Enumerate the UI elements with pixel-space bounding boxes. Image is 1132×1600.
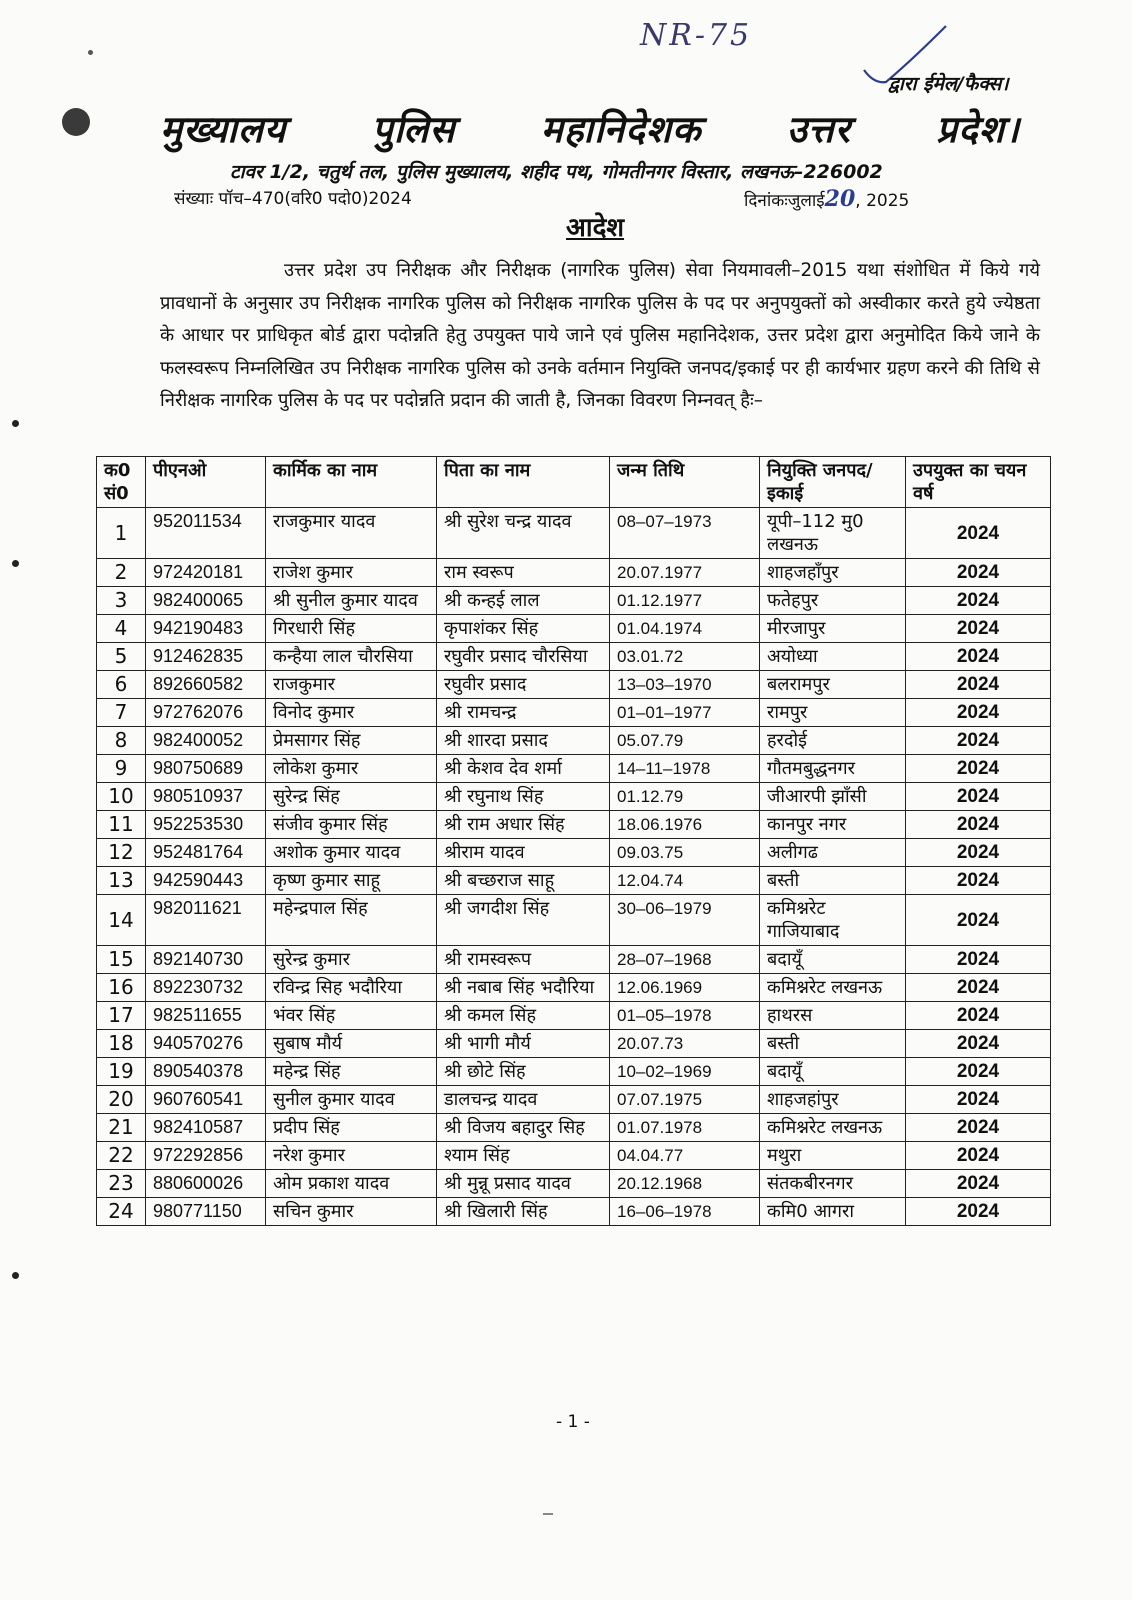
father-name-cell: श्री छोटे सिंह [437, 1058, 610, 1086]
dob-cell: 12.06.1969 [610, 974, 760, 1002]
dob-cell: 12.04.74 [610, 867, 760, 895]
pno-cell: 982511655 [146, 1002, 266, 1030]
serial-cell: 16 [97, 974, 146, 1002]
serial-cell: 11 [97, 811, 146, 839]
table-row [97, 1114, 1051, 1142]
name-cell: भंवर सिंह [266, 1002, 437, 1030]
handwritten-reference: NR-75 [640, 18, 753, 53]
selection-year-cell: 2024 [906, 1198, 1051, 1226]
name-cell: ओम प्रकाश यादव [266, 1170, 437, 1198]
table-row [97, 1170, 1051, 1198]
father-name-cell: रघुवीर प्रसाद [437, 671, 610, 699]
table-row [97, 811, 1051, 839]
table-row [97, 587, 1051, 615]
pno-cell: 980510937 [146, 783, 266, 811]
serial-cell: 14 [97, 895, 146, 946]
father-name-cell: श्री कन्हई लाल [437, 587, 610, 615]
posting-cell: अयोध्या [760, 643, 906, 671]
pno-cell: 942190483 [146, 615, 266, 643]
table-row [97, 1142, 1051, 1170]
pno-cell: 940570276 [146, 1030, 266, 1058]
name-cell: श्री सुनील कुमार यादव [266, 587, 437, 615]
serial-cell: 18 [97, 1030, 146, 1058]
selection-year-cell: 2024 [906, 811, 1051, 839]
col-header-pno: पीएनओ [146, 457, 266, 508]
serial-cell: 20 [97, 1086, 146, 1114]
selection-year-cell: 2024 [906, 839, 1051, 867]
posting-cell: हरदोई [760, 727, 906, 755]
table-row [97, 615, 1051, 643]
table-row [97, 1002, 1051, 1030]
serial-cell: 23 [97, 1170, 146, 1198]
posting-cell: कमिश्नरेट गाजियाबाद [760, 895, 906, 946]
name-cell: महेन्द्र सिंह [266, 1058, 437, 1086]
posting-cell: कमि0 आगरा [760, 1198, 906, 1226]
pno-cell: 892230732 [146, 974, 266, 1002]
posting-cell: हाथरस [760, 1002, 906, 1030]
dob-cell: 04.04.77 [610, 1142, 760, 1170]
dob-cell: 13–03–1970 [610, 671, 760, 699]
posting-cell: शाहजहाँपुर [760, 559, 906, 587]
selection-year-cell: 2024 [906, 974, 1051, 1002]
selection-year-cell: 2024 [906, 1030, 1051, 1058]
name-cell: गिरधारी सिंह [266, 615, 437, 643]
col-header-serial: क0 सं0 [97, 457, 146, 508]
name-cell: राजकुमार यादव [266, 508, 437, 559]
col-header-name: कार्मिक का नाम [266, 457, 437, 508]
name-cell: कन्हैया लाल चौरसिया [266, 643, 437, 671]
order-title: आदेश [566, 213, 625, 243]
pno-cell: 982011621 [146, 895, 266, 946]
selection-year-cell: 2024 [906, 508, 1051, 559]
posting-cell: शाहजहांपुर [760, 1086, 906, 1114]
posting-cell: कानपुर नगर [760, 811, 906, 839]
serial-cell: 12 [97, 839, 146, 867]
name-cell: कृष्ण कुमार साहू [266, 867, 437, 895]
posting-cell: मथुरा [760, 1142, 906, 1170]
father-name-cell: श्री केशव देव शर्मा [437, 755, 610, 783]
serial-cell: 22 [97, 1142, 146, 1170]
table-header-row [97, 457, 1051, 508]
col-header-posting: नियुक्ति जनपद/इकाई [760, 457, 906, 508]
posting-cell: बदायूँ [760, 1058, 906, 1086]
posting-cell: बलरामपुर [760, 671, 906, 699]
name-cell: नरेश कुमार [266, 1142, 437, 1170]
father-name-cell: श्री शारदा प्रसाद [437, 727, 610, 755]
dob-cell: 07.07.1975 [610, 1086, 760, 1114]
name-cell: रविन्द्र सिह भदौरिया [266, 974, 437, 1002]
pno-cell: 982400052 [146, 727, 266, 755]
dob-cell: 01.12.79 [610, 783, 760, 811]
name-cell: सुरेन्द्र सिंह [266, 783, 437, 811]
dob-cell: 20.12.1968 [610, 1170, 760, 1198]
table-row [97, 755, 1051, 783]
selection-year-cell: 2024 [906, 1002, 1051, 1030]
posting-cell: मीरजापुर [760, 615, 906, 643]
serial-cell: 9 [97, 755, 146, 783]
dob-cell: 16–06–1978 [610, 1198, 760, 1226]
dob-cell: 08–07–1973 [610, 508, 760, 559]
pno-cell: 892140730 [146, 946, 266, 974]
father-name-cell: श्याम सिंह [437, 1142, 610, 1170]
pno-cell: 880600026 [146, 1170, 266, 1198]
table-row [97, 671, 1051, 699]
selection-year-cell: 2024 [906, 643, 1051, 671]
selection-year-cell: 2024 [906, 559, 1051, 587]
pno-cell: 890540378 [146, 1058, 266, 1086]
table-row [97, 1030, 1051, 1058]
name-cell: सुनील कुमार यादव [266, 1086, 437, 1114]
name-cell: प्रदीप सिंह [266, 1114, 437, 1142]
posting-cell: जीआरपी झाँसी [760, 783, 906, 811]
dob-cell: 01–01–1977 [610, 699, 760, 727]
promotion-list-table [96, 456, 1051, 1226]
dob-cell: 01.04.1974 [610, 615, 760, 643]
father-name-cell: श्री जगदीश सिंह [437, 895, 610, 946]
serial-cell: 13 [97, 867, 146, 895]
via-email-fax-note: द्वारा ईमेल/फैक्स। [888, 73, 1009, 95]
serial-cell: 21 [97, 1114, 146, 1142]
father-name-cell: श्री रामस्वरूप [437, 946, 610, 974]
serial-cell: 15 [97, 946, 146, 974]
title-word: उत्तर [786, 108, 851, 151]
serial-cell: 3 [97, 587, 146, 615]
dob-cell: 09.03.75 [610, 839, 760, 867]
father-name-cell: श्री नबाब सिंह भदौरिया [437, 974, 610, 1002]
posting-cell: कमिश्नरेट लखनऊ [760, 1114, 906, 1142]
father-name-cell: श्री खिलारी सिंह [437, 1198, 610, 1226]
name-cell: अशोक कुमार यादव [266, 839, 437, 867]
serial-cell: 6 [97, 671, 146, 699]
father-name-cell: श्री सुरेश चन्द्र यादव [437, 508, 610, 559]
selection-year-cell: 2024 [906, 1114, 1051, 1142]
dob-cell: 18.06.1976 [610, 811, 760, 839]
posting-cell: कमिश्नरेट लखनऊ [760, 974, 906, 1002]
posting-cell: रामपुर [760, 699, 906, 727]
selection-year-cell: 2024 [906, 1170, 1051, 1198]
father-name-cell: श्री रघुनाथ सिंह [437, 783, 610, 811]
dob-cell: 30–06–1979 [610, 895, 760, 946]
serial-cell: 5 [97, 643, 146, 671]
dob-cell: 01.12.1977 [610, 587, 760, 615]
serial-cell: 7 [97, 699, 146, 727]
posting-cell: यूपी–112 मु0 लखनऊ [760, 508, 906, 559]
page-number: - 1 - [556, 1412, 590, 1432]
table-row [97, 643, 1051, 671]
father-name-cell: रघुवीर प्रसाद चौरसिया [437, 643, 610, 671]
father-name-cell: श्री बच्छराज साहू [437, 867, 610, 895]
punch-hole [62, 108, 90, 136]
father-name-cell: श्री भागी मौर्य [437, 1030, 610, 1058]
title-word: पुलिस [371, 108, 456, 151]
selection-year-cell: 2024 [906, 1058, 1051, 1086]
table-row [97, 559, 1051, 587]
name-cell: सुरेन्द्र कुमार [266, 946, 437, 974]
posting-cell: अलीगढ [760, 839, 906, 867]
table-row [97, 783, 1051, 811]
pno-cell: 892660582 [146, 671, 266, 699]
name-cell: विनोद कुमार [266, 699, 437, 727]
table-row [97, 1058, 1051, 1086]
pno-cell: 980771150 [146, 1198, 266, 1226]
selection-year-cell: 2024 [906, 671, 1051, 699]
father-name-cell: श्री रामचन्द्र [437, 699, 610, 727]
dob-cell: 14–11–1978 [610, 755, 760, 783]
scan-speck [12, 1272, 19, 1279]
scan-speck [12, 420, 19, 427]
table-row [97, 946, 1051, 974]
selection-year-cell: 2024 [906, 867, 1051, 895]
father-name-cell: श्री विजय बहादुर सिह [437, 1114, 610, 1142]
pno-cell: 972420181 [146, 559, 266, 587]
father-name-cell: श्री राम अधार सिंह [437, 811, 610, 839]
scan-speck [88, 50, 93, 55]
father-name-cell: डालचन्द्र यादव [437, 1086, 610, 1114]
selection-year-cell: 2024 [906, 1142, 1051, 1170]
name-cell: सचिन कुमार [266, 1198, 437, 1226]
name-cell: सुबाष मौर्य [266, 1030, 437, 1058]
name-cell: राजेश कुमार [266, 559, 437, 587]
title-word: प्रदेश। [936, 108, 1020, 151]
serial-cell: 2 [97, 559, 146, 587]
father-name-cell: श्री मुन्नू प्रसाद यादव [437, 1170, 610, 1198]
father-name-cell: राम स्वरूप [437, 559, 610, 587]
dob-cell: 28–07–1968 [610, 946, 760, 974]
serial-cell: 4 [97, 615, 146, 643]
order-body-paragraph: उत्तर प्रदेश उप निरीक्षक और निरीक्षक (नागरिक पुलिस) सेवा नियमावली–2015 यथा संशोधित में किये गये प्रावधानों के अनुसार उप निरीक्षक नागरिक पुलिस को निरीक्षक नागरिक पुलिस के पद पर अनुपयुक्तों को अस्वीकार करते हुये ज्येष्ठता के आधार पर प्राधिकृत बोर्ड द्वारा पदोन्नति हेतु उपयुक्त पाये जाने एवं पुलिस महानिदेशक, उत्तर प्रदेश द्वारा अनुमोदित किये जाने के फलस्वरूप निम्नलिखित उप निरीक्षक नागरिक पुलिस को उनके वर्तमान नियुक्ति जनपद/इकाई पर ही कार्यभार ग्रहण करने की तिथि से निरीक्षक नागरिक पुलिस के पद पर पदोन्नति प्रदान की जाती है, जिनका विवरण निम्नवत् हैः– [160, 260, 1040, 411]
selection-year-cell: 2024 [906, 1086, 1051, 1114]
table-row [97, 1086, 1051, 1114]
posting-cell: बदायूँ [760, 946, 906, 974]
serial-cell: 17 [97, 1002, 146, 1030]
selection-year-cell: 2024 [906, 727, 1051, 755]
date-prefix: दिनांकःजुलाई [744, 191, 825, 211]
serial-cell: 8 [97, 727, 146, 755]
table-row [97, 867, 1051, 895]
selection-year-cell: 2024 [906, 783, 1051, 811]
col-header-selection-year: उपयुक्त का चयन वर्ष [906, 457, 1051, 508]
dob-cell: 01.07.1978 [610, 1114, 760, 1142]
table-row [97, 699, 1051, 727]
name-cell: प्रेमसागर सिंह [266, 727, 437, 755]
col-header-dob: जन्म तिथि [610, 457, 760, 508]
selection-year-cell: 2024 [906, 946, 1051, 974]
father-name-cell: कृपाशंकर सिंह [437, 615, 610, 643]
selection-year-cell: 2024 [906, 895, 1051, 946]
serial-cell: 10 [97, 783, 146, 811]
selection-year-cell: 2024 [906, 699, 1051, 727]
table-row [97, 895, 1051, 946]
hq-address: टावर 1/2, चतुर्थ तल, पुलिस मुख्यालय, शहीद पथ, गोमतीनगर विस्तार, लखनऊ–226002 [230, 161, 883, 183]
serial-cell: 19 [97, 1058, 146, 1086]
dob-cell: 05.07.79 [610, 727, 760, 755]
dob-cell: 20.07.73 [610, 1030, 760, 1058]
dob-cell: 01–05–1978 [610, 1002, 760, 1030]
order-date [744, 186, 909, 212]
pno-cell: 980750689 [146, 755, 266, 783]
title-word: महानिदेशक [540, 108, 702, 151]
name-cell: लोकेश कुमार [266, 755, 437, 783]
date-year: , 2025 [855, 191, 910, 211]
reference-number: संख्याः पॉच–470(वरि0 पदो0)2024 [174, 189, 412, 209]
posting-cell: गौतमबुद्धनगर [760, 755, 906, 783]
table-row [97, 839, 1051, 867]
name-cell: राजकुमार [266, 671, 437, 699]
selection-year-cell: 2024 [906, 587, 1051, 615]
dob-cell: 10–02–1969 [610, 1058, 760, 1086]
name-cell: संजीव कुमार सिंह [266, 811, 437, 839]
table-row [97, 508, 1051, 559]
serial-cell: 24 [97, 1198, 146, 1226]
table-row [97, 974, 1051, 1002]
serial-cell: 1 [97, 508, 146, 559]
father-name-cell: श्री कमल सिंह [437, 1002, 610, 1030]
scan-speck [12, 560, 19, 567]
pno-cell: 912462835 [146, 643, 266, 671]
posting-cell: बस्ती [760, 1030, 906, 1058]
hq-title [160, 102, 1020, 153]
posting-cell: संतकबीरनगर [760, 1170, 906, 1198]
pno-cell: 972762076 [146, 699, 266, 727]
table-row [97, 727, 1051, 755]
father-name-cell: श्रीराम यादव [437, 839, 610, 867]
col-header-father-name: पिता का नाम [437, 457, 610, 508]
pno-cell: 952481764 [146, 839, 266, 867]
pno-cell: 952011534 [146, 508, 266, 559]
pno-cell: 972292856 [146, 1142, 266, 1170]
pno-cell: 952253530 [146, 811, 266, 839]
name-cell: महेन्द्रपाल सिंह [266, 895, 437, 946]
date-day-handwritten: 20 [824, 186, 856, 212]
title-word: मुख्यालय [160, 108, 287, 151]
table-row [97, 1198, 1051, 1226]
scan-mark [543, 1513, 553, 1515]
pno-cell: 960760541 [146, 1086, 266, 1114]
pno-cell: 942590443 [146, 867, 266, 895]
pno-cell: 982400065 [146, 587, 266, 615]
pno-cell: 982410587 [146, 1114, 266, 1142]
dob-cell: 20.07.1977 [610, 559, 760, 587]
selection-year-cell: 2024 [906, 755, 1051, 783]
posting-cell: फतेहपुर [760, 587, 906, 615]
dob-cell: 03.01.72 [610, 643, 760, 671]
selection-year-cell: 2024 [906, 615, 1051, 643]
posting-cell: बस्ती [760, 867, 906, 895]
